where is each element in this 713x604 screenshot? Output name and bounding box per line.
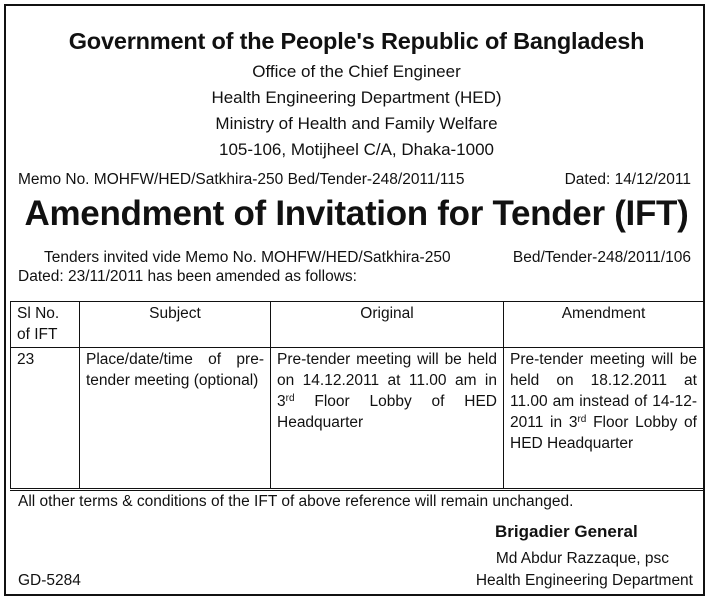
amendment-table: [10, 301, 704, 489]
table-header-row: [11, 302, 704, 348]
department-line: Health Engineering Department (HED): [211, 88, 502, 107]
address-line: 105-106, Motijheel C/A, Dhaka-1000: [219, 140, 494, 159]
header-subject: Subject: [80, 302, 271, 348]
cell-subject: Place/date/time of pre-tender meeting (optional): [80, 348, 271, 489]
intro-text-c: Dated: 23/11/2011 has been amended as follows:: [18, 268, 357, 285]
amendment-text-a: Pre-tender meeting will be held on 18.12.2011 at 11.00 am instead of 14-12-2011 in 3: [510, 351, 697, 431]
footer-note: All other terms & conditions of the IFT of above reference will remain unchanged.: [10, 490, 705, 517]
header-original: Original: [271, 302, 504, 348]
memo-row: [18, 171, 691, 189]
memo-number: Memo No. MOHFW/HED/Satkhira-250 Bed/Tender-248/2011/115: [18, 171, 465, 188]
signatory-rank: Brigadier General: [495, 522, 638, 541]
office-line: Office of the Chief Engineer: [252, 62, 461, 81]
amendment-ordinal: rd: [577, 414, 587, 425]
amendment-text-b: Floor Lobby of HED Headquarter: [510, 414, 697, 452]
intro-paragraph: [18, 248, 691, 286]
ref-code: GD-5284: [18, 572, 81, 589]
ministry-line: Ministry of Health and Family Welfare: [215, 114, 498, 133]
government-title: Government of the People's Republic of Bangladesh: [68, 28, 645, 54]
intro-text-a: Tenders invited vide Memo No. MOHFW/HED/Satkhira-250: [44, 249, 451, 266]
intro-text-b: Bed/Tender-248/2011/106: [512, 249, 691, 266]
signatory-name: Md Abdur Razzaque, psc: [495, 550, 669, 567]
cell-original: [271, 348, 504, 489]
table-row: [11, 348, 704, 489]
cell-slno: 23: [11, 348, 80, 489]
notice-heading: Amendment of Invitation for Tender (IFT): [24, 194, 689, 233]
memo-date: Dated: 14/12/2011: [564, 171, 691, 188]
header-amendment: Amendment: [504, 302, 704, 348]
signatory-department: Health Engineering Department: [475, 572, 693, 589]
original-text-a: Pre-tender meeting will be held on 14.12.2011 at 11.00 am in 3: [277, 351, 497, 410]
original-text-b: Floor Lobby of HED Headquarter: [277, 393, 497, 431]
header-slno: Sl No. of IFT: [11, 302, 80, 348]
cell-amendment: [504, 348, 704, 489]
original-ordinal: rd: [285, 393, 295, 404]
